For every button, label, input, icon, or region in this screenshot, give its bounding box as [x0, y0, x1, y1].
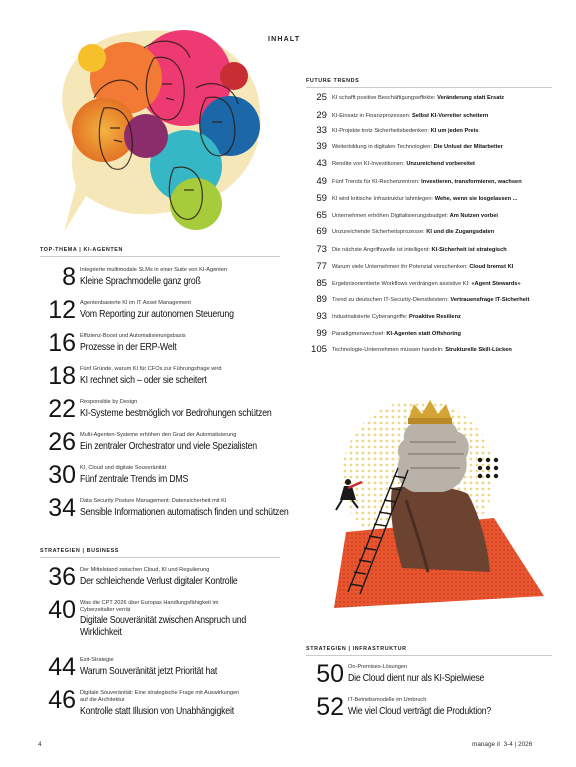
toc-entry[interactable] [40, 688, 290, 724]
page-number: 18 [48, 362, 76, 390]
footer-publication: manage it 3-4 | 2026 [472, 741, 533, 748]
page-number: 25 [316, 92, 327, 103]
item-text [332, 112, 562, 120]
page-number: 43 [316, 158, 327, 169]
toc-entry[interactable] [40, 298, 290, 328]
toc-entry[interactable] [308, 662, 558, 692]
entry-headline: Der schleichende Verlust digitaler Kontrolle [80, 576, 238, 587]
item-lead: KI schafft positive Beschäftigungseffekte: [332, 94, 436, 101]
entry-subtitle: On-Premises-Lösungen [348, 664, 408, 670]
footer-page-number: 4 [38, 741, 42, 748]
entry-headline: Kleine Sprachmodelle ganz groß [80, 276, 201, 287]
item-lead: Paradigmenwechsel: [332, 330, 385, 337]
entry-headline: Sensible Informationen automatisch finden und schützen [80, 507, 289, 518]
page-title: INHALT [268, 36, 301, 43]
section-title-business: STRATEGIEN | BUSINESS [40, 548, 120, 554]
page-number: 8 [62, 263, 76, 291]
toc-entry[interactable] [40, 265, 290, 295]
entry-headline: Prozesse in der ERP-Welt [80, 342, 177, 353]
item-lead: Industrialisierte Cyberangriffe: [332, 313, 408, 320]
item-text [332, 228, 562, 236]
list-item[interactable] [306, 110, 552, 124]
item-lead: KI-Einsatz in Finanzprozessen: [332, 112, 411, 119]
page-number: 22 [48, 395, 76, 423]
page-number: 50 [316, 660, 344, 688]
item-bold: Selbst KI-Vorreiter scheitern [412, 112, 489, 119]
page-number: 77 [316, 261, 327, 272]
page-number: 26 [48, 428, 76, 456]
item-text [332, 178, 562, 186]
item-lead: Unternehmen erhöhen Digitalisierungsbudget: [332, 212, 449, 219]
item-lead: Die nächste Angriffswelle ist intelligent: [332, 246, 430, 253]
section-title-future-trends: FUTURE TRENDS [306, 78, 360, 84]
item-lead: KI wird kritische Infrastruktur lahmlegen: [332, 195, 434, 202]
page-number: 29 [316, 110, 327, 121]
list-item[interactable] [306, 344, 552, 358]
page-number: 39 [316, 141, 327, 152]
entry-subtitle: KI, Cloud und digitale Souveränität [80, 465, 167, 471]
entry-headline: Ein zentraler Orchestrator und viele Spezialisten [80, 441, 257, 452]
entry-headline: Kontrolle statt Illusion von Unabhängigkeit [80, 706, 234, 717]
entry-subtitle: Fünf Gründe, warum KI für CFOs zur Führungsfrage wird [80, 366, 222, 372]
page-number: 40 [48, 596, 76, 624]
dot-grid [478, 458, 498, 478]
entry-subtitle: Der Mittelstand zwischen Cloud, KI und Regulierung [80, 567, 210, 573]
item-lead: Ergebnisorientierte Workflows verdrängen assistive KI: [332, 280, 470, 287]
entry-headline: Wie viel Cloud verträgt die Produktion? [348, 706, 492, 717]
page-number: 30 [48, 461, 76, 489]
item-lead: Warum viele Unternehmen ihr Potenzial verschenken: [332, 263, 468, 270]
item-bold: Die Unlust der Mitarbeiter [433, 143, 503, 150]
list-item[interactable] [306, 210, 552, 224]
item-lead: KI-Projekte trotz Sicherheitsbedenken: [332, 127, 430, 134]
page-number: 16 [48, 329, 76, 357]
entry-subtitle: Data Security Posture Management: Datensicherheit mit KI [80, 498, 227, 504]
toc-entry[interactable] [40, 364, 290, 394]
page-number: 89 [316, 294, 327, 305]
item-lead: Fünf Trends für KI-Rechenzentren: [332, 178, 420, 185]
toc-entry[interactable] [40, 331, 290, 361]
entry-headline: Digitale Souveränität zwischen Anspruch und Wirklichkeit [80, 615, 247, 638]
item-lead: Rendite von KI-Investitionen: [332, 160, 405, 167]
item-bold: KI und die Zugangsdaten [426, 228, 495, 235]
list-item[interactable] [306, 193, 552, 207]
page-number: 44 [48, 653, 76, 681]
list-item[interactable] [306, 278, 552, 292]
item-bold: Veränderung statt Ersatz [437, 94, 505, 101]
item-bold: Cloud bremst KI [469, 263, 514, 270]
list-item[interactable] [306, 244, 552, 258]
entry-subtitle: Multi-Agenten-Systeme erhöhen den Grad der Automatisierung [80, 432, 237, 438]
page-number: 36 [48, 563, 76, 591]
item-bold: Investieren, transformieren, wachsen [421, 178, 522, 185]
page-number: 49 [316, 176, 327, 187]
item-bold: Proaktive Resilienz [409, 313, 461, 320]
page-number: 59 [316, 193, 327, 204]
entry-subtitle: Effizienz-Boost und Automatisierungsbasis [80, 333, 186, 339]
faces-illustration [34, 18, 274, 240]
entry-subtitle: Was die CPT 2026 über Europas Handlungsfähigkeit im Cyberzeitalter verrät [80, 600, 219, 613]
list-item[interactable] [306, 125, 552, 139]
item-text [332, 160, 562, 168]
entry-subtitle: Integrierte multimodale SLMs in einer Suite von KI-Agenten [80, 267, 228, 273]
toc-entry[interactable] [40, 598, 290, 646]
item-bold: KI-Agenten statt Offshoring [386, 330, 461, 337]
item-text [332, 212, 562, 220]
toc-entry[interactable] [40, 565, 290, 595]
toc-entry[interactable] [40, 430, 290, 460]
divider [306, 655, 552, 656]
entry-subtitle: Responsible by Design [80, 399, 138, 405]
item-text [332, 143, 562, 151]
page-number: 69 [316, 226, 327, 237]
entry-headline: Fünf zentrale Trends im DMS [80, 474, 189, 485]
page-number: 46 [48, 686, 76, 714]
item-bold: Am Nutzen vorbei [449, 212, 498, 219]
item-text [332, 296, 562, 304]
list-item[interactable] [306, 141, 552, 155]
item-lead: Technologie-Unternehmen müssen handeln: [332, 346, 444, 353]
page-number: 12 [48, 296, 76, 324]
list-item[interactable] [306, 328, 552, 342]
page-number: 85 [316, 278, 327, 289]
page-number: 105 [310, 344, 327, 355]
page-number: 73 [316, 244, 327, 255]
toc-entry[interactable] [40, 463, 290, 493]
toc-entry[interactable] [40, 397, 290, 427]
item-text [332, 246, 562, 254]
entry-headline: Vom Reporting zur autonomen Steuerung [80, 309, 234, 320]
item-text [332, 346, 562, 354]
item-text [332, 127, 562, 135]
item-lead: Weiterbildung in digitalen Technologien: [332, 143, 433, 150]
section-title-top-thema: TOP-THEMA | KI-AGENTEN [40, 247, 123, 253]
list-item[interactable] [306, 92, 552, 106]
list-item[interactable] [306, 176, 552, 190]
page-number: 93 [316, 311, 327, 322]
item-bold: «Agent Stewards» [471, 280, 521, 287]
item-bold: Unzureichend vorbereitet [406, 160, 475, 167]
toc-entry[interactable] [40, 655, 290, 685]
entry-headline: KI-Systeme bestmöglich vor Bedrohungen schützen [80, 408, 272, 419]
entry-subtitle: Agentenbasierte KI im IT Asset Management [80, 300, 191, 306]
item-lead: Unzureichende Sicherheitsprozesse: [332, 228, 425, 235]
page-number: 34 [48, 494, 76, 522]
divider [40, 256, 280, 257]
list-item[interactable] [306, 311, 552, 325]
item-bold: KI-Sicherheit ist strategisch [431, 246, 507, 253]
divider [306, 87, 552, 88]
entry-subtitle: Digitale Souveränität: Eine strategische Frage mit Auswirkungen auf die Architektur [80, 690, 240, 703]
page-number: 33 [316, 125, 327, 136]
item-lead: Trend zu deutschen IT-Security-Dienstleistern: [332, 296, 449, 303]
page-number: 99 [316, 328, 327, 339]
list-item[interactable] [306, 294, 552, 308]
toc-entry[interactable] [308, 695, 558, 725]
page-number: 65 [316, 210, 327, 221]
list-item[interactable] [306, 226, 552, 240]
section-title-infrastruktur: STRATEGIEN | INFRASTRUKTUR [306, 646, 407, 652]
fist-crown-illustration [318, 396, 550, 612]
list-item[interactable] [306, 158, 552, 172]
entry-subtitle: IT-Betriebsmodelle im Umbruch [348, 697, 427, 703]
item-text [332, 330, 562, 338]
item-text [332, 313, 562, 321]
item-text [332, 195, 562, 203]
entry-subtitle: Exit-Strategie [80, 657, 114, 663]
page-number: 52 [316, 693, 344, 721]
item-text [332, 263, 562, 271]
item-bold: KI um jeden Preis [430, 127, 479, 134]
item-text [332, 94, 562, 102]
entry-headline: Warum Souveränität jetzt Priorität hat [80, 666, 218, 677]
entry-headline: KI rechnet sich – oder sie scheitert [80, 375, 207, 386]
item-text [332, 280, 562, 288]
toc-entry[interactable] [40, 496, 290, 526]
item-bold: Strukturelle Skill-Lücken [445, 346, 512, 353]
list-item[interactable] [306, 261, 552, 275]
item-bold: Wehe, wenn sie losgelassen ... [434, 195, 518, 202]
entry-headline: Die Cloud dient nur als KI-Spielwiese [348, 673, 485, 684]
item-bold: Vertrauensfrage IT-Sicherheit [450, 296, 530, 303]
divider [40, 557, 280, 558]
